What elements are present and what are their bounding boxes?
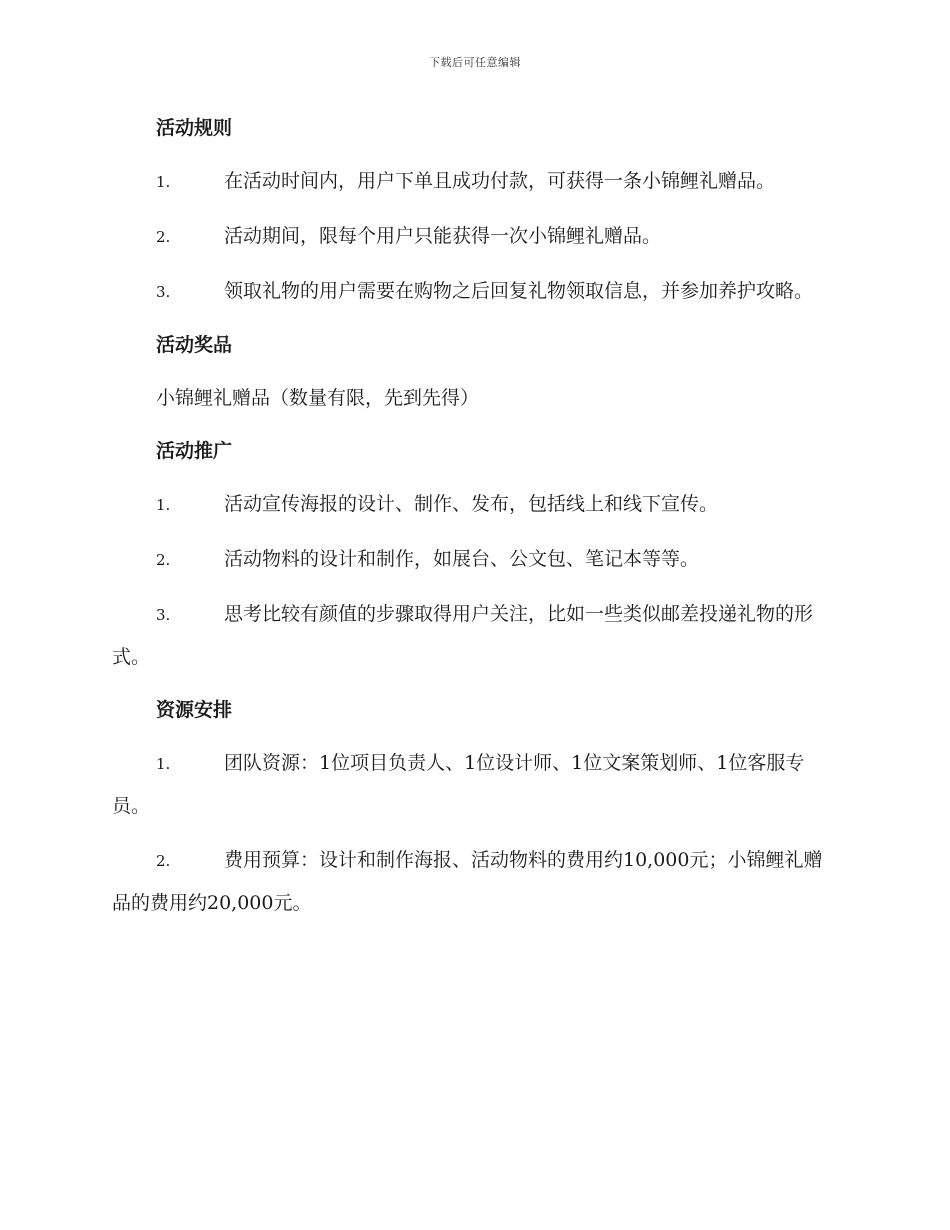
list-text: 团队资源：1位项目负责人、1位设计师、1位文案策划师、1位客服专员。: [112, 752, 805, 817]
list-item: [112, 839, 834, 924]
list-item: [112, 593, 834, 678]
list-item: [112, 160, 834, 203]
list-text: 活动期间，限每个用户只能获得一次小锦鲤礼赠品。: [224, 225, 662, 247]
section-heading-resources: 资源安排: [156, 699, 233, 721]
list-item: [112, 538, 834, 581]
list-text: 活动宣传海报的设计、制作、发布，包括线上和线下宣传。: [224, 493, 719, 515]
list-text: 思考比较有颜值的步骤取得用户关注，比如一些类似邮差投递礼物的形式。: [112, 603, 814, 668]
list-number: 2.: [156, 551, 171, 569]
list-number: 1.: [156, 173, 171, 191]
list-item: [112, 215, 834, 258]
prize-description: 小锦鲤礼赠品（数量有限，先到先得）: [156, 387, 480, 409]
list-text: 活动物料的设计和制作，如展台、公文包、笔记本等等。: [224, 548, 700, 570]
list-number: 3.: [156, 283, 171, 301]
page-header: 下载后可任意编辑: [429, 56, 521, 69]
list-text: 在活动时间内，用户下单且成功付款，可获得一条小锦鲤礼赠品。: [224, 170, 776, 192]
list-text: 费用预算：设计和制作海报、活动物料的费用约10,000元；小锦鲤礼赠品的费用约20,000元。: [112, 849, 823, 914]
list-number: 1.: [156, 496, 171, 514]
document-body: [112, 108, 834, 936]
list-number: 1.: [156, 755, 171, 773]
section-heading-rules: 活动规则: [156, 117, 233, 139]
list-number: 2.: [156, 228, 171, 246]
section-heading-prizes: 活动奖品: [156, 334, 233, 356]
list-number: 3.: [156, 606, 171, 624]
list-text: 领取礼物的用户需要在购物之后回复礼物领取信息，并参加养护攻略。: [224, 280, 814, 302]
list-number: 2.: [156, 852, 171, 870]
section-heading-promotion: 活动推广: [156, 440, 233, 462]
list-item: [112, 742, 834, 827]
list-item: [112, 270, 834, 313]
list-item: [112, 483, 834, 526]
